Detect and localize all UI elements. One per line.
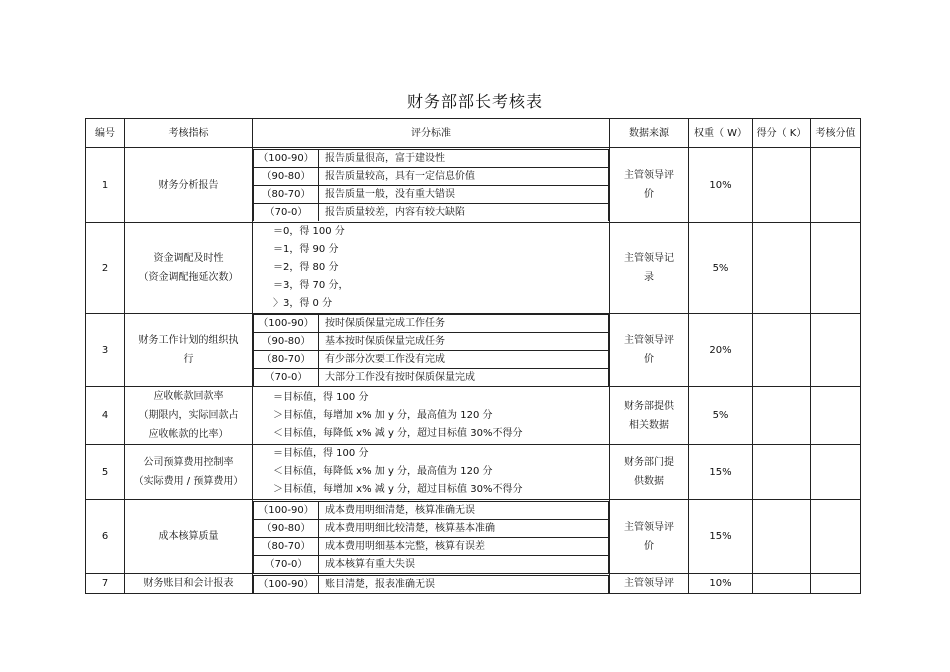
criteria-levels	[253, 501, 609, 573]
row-number: 3	[86, 314, 125, 387]
criteria-line: 〉3，得 0 分	[273, 298, 333, 309]
indicator-line: 财务分析报告	[158, 179, 219, 191]
score-cell[interactable]	[753, 223, 811, 314]
criteria-cell	[253, 500, 610, 574]
table-row	[86, 387, 861, 445]
header-score: 得分（ K）	[753, 119, 811, 148]
criteria-levels	[253, 314, 609, 386]
weight-cell: 15%	[689, 445, 753, 500]
indicator-cell	[125, 387, 253, 445]
score-cell[interactable]	[753, 148, 811, 223]
assessment-value-cell[interactable]	[811, 500, 861, 574]
criteria-text: 报告质量较高，具有一定信息价值	[319, 168, 609, 186]
criteria-text: 大部分工作没有按时保质保量完成	[319, 369, 609, 387]
score-range: （70-0）	[254, 369, 319, 387]
score-range: （80-70）	[254, 186, 319, 204]
weight-cell: 10%	[689, 574, 753, 594]
header-value: 考核分值	[811, 119, 861, 148]
criteria-text: 成本费用明细基本完整，核算有误差	[319, 537, 609, 555]
header-row	[86, 119, 861, 148]
indicator-line: （期限内，实际回款占	[138, 410, 239, 421]
data-source-line: 价	[644, 354, 654, 365]
criteria-text: 按时保质保量完成工作任务	[319, 315, 609, 333]
data-source-line: 主管领导评	[624, 521, 674, 533]
criteria-levels	[253, 149, 609, 221]
weight-cell: 5%	[689, 387, 753, 445]
criteria-level	[254, 575, 609, 593]
indicator-cell	[125, 574, 253, 594]
score-range: （90-80）	[254, 519, 319, 537]
data-source-cell	[610, 223, 689, 314]
data-source-cell	[610, 445, 689, 500]
criteria-text: 有少部分次要工作没有完成	[319, 351, 609, 369]
data-source-line: 供数据	[634, 476, 664, 487]
row-number: 1	[86, 148, 125, 223]
data-source-line: 价	[644, 189, 654, 200]
criteria-level	[254, 168, 609, 186]
score-range: （90-80）	[254, 168, 319, 186]
data-source-line: 财务部门提	[624, 457, 674, 468]
data-source-line: 财务部提供	[624, 400, 674, 412]
data-source-line: 相关数据	[629, 419, 669, 431]
score-range: （70-0）	[254, 204, 319, 222]
criteria-level	[254, 315, 609, 333]
criteria-levels	[253, 575, 609, 593]
assessment-value-cell[interactable]	[811, 574, 861, 594]
criteria-line: ＝0，得 100 分	[273, 226, 345, 237]
criteria-level	[254, 369, 609, 387]
criteria-level	[254, 555, 609, 573]
indicator-line: 公司预算费用控制率	[143, 457, 234, 468]
assessment-value-cell[interactable]	[811, 148, 861, 223]
header-source: 数据来源	[610, 119, 689, 148]
table-row	[86, 314, 861, 387]
row-number: 5	[86, 445, 125, 500]
data-source-cell	[610, 500, 689, 574]
data-source-cell	[610, 148, 689, 223]
criteria-line: ＝3，得 70 分，	[273, 280, 349, 291]
assessment-value-cell[interactable]	[811, 387, 861, 445]
criteria-line: ＜目标值，每降低 x% 减 y 分，超过目标值 30%不得分	[273, 427, 523, 439]
data-source-line: 主管领导评	[624, 335, 674, 346]
indicator-cell	[125, 223, 253, 314]
indicator-cell	[125, 314, 253, 387]
indicator-cell	[125, 148, 253, 223]
indicator-line: 应收帐款的比率）	[148, 429, 229, 440]
page-title: 财务部部长考核表	[406, 92, 543, 111]
table-row	[86, 223, 861, 314]
score-range: （80-70）	[254, 351, 319, 369]
criteria-cell	[253, 387, 610, 445]
assessment-value-cell[interactable]	[811, 223, 861, 314]
score-cell[interactable]	[753, 445, 811, 500]
data-source-line: 录	[644, 272, 654, 283]
criteria-cell	[253, 574, 610, 594]
data-source-cell	[610, 314, 689, 387]
table-row	[86, 574, 861, 594]
criteria-cell	[253, 223, 610, 314]
criteria-text: 报告质量一般，没有重大错误	[319, 186, 609, 204]
indicator-cell	[125, 500, 253, 574]
criteria-text: 账目清楚，报表准确无误	[319, 575, 609, 593]
criteria-level	[254, 186, 609, 204]
table-row	[86, 148, 861, 223]
weight-cell: 5%	[689, 223, 753, 314]
score-cell[interactable]	[753, 574, 811, 594]
indicator-cell	[125, 445, 253, 500]
indicator-line: （资金调配拖延次数）	[138, 272, 239, 283]
criteria-line: ＝1，得 90 分	[273, 244, 339, 255]
score-range: （100-90）	[254, 501, 319, 519]
criteria-line: ＝目标值，得 100 分	[273, 448, 369, 459]
score-range: （90-80）	[254, 333, 319, 351]
row-number: 2	[86, 223, 125, 314]
data-source-line: 价	[644, 540, 654, 552]
indicator-line: 资金调配及时性	[153, 253, 224, 264]
header-weight: 权重（ W）	[689, 119, 753, 148]
indicator-line: 财务账目和会计报表	[143, 578, 234, 589]
row-number: 4	[86, 387, 125, 445]
weight-cell: 20%	[689, 314, 753, 387]
assessment-value-cell[interactable]	[811, 314, 861, 387]
data-source-cell	[610, 574, 689, 594]
indicator-line: 应收帐款回款率	[153, 391, 224, 402]
score-range: （80-70）	[254, 537, 319, 555]
criteria-text: 成本核算有重大失误	[319, 555, 609, 573]
criteria-line: ＝目标值，得 100 分	[273, 391, 369, 403]
criteria-level	[254, 501, 609, 519]
assessment-value-cell[interactable]	[811, 445, 861, 500]
header-no: 编号	[86, 119, 125, 148]
table-row	[86, 445, 861, 500]
data-source-line: 主管领导记	[624, 253, 674, 264]
criteria-line: ＝2，得 80 分	[273, 262, 339, 273]
score-range: （100-90）	[254, 575, 319, 593]
criteria-line: ＞目标值，每增加 x% 加 y 分，最高值为 120 分	[273, 409, 493, 421]
criteria-lines	[253, 389, 609, 443]
criteria-level	[254, 150, 609, 168]
indicator-line: 行	[183, 354, 194, 365]
criteria-level	[254, 519, 609, 537]
data-source-line: 主管领导评	[624, 578, 674, 589]
data-source-line: 主管领导评	[624, 170, 674, 181]
row-number: 6	[86, 500, 125, 574]
score-range: （70-0）	[254, 555, 319, 573]
criteria-level	[254, 351, 609, 369]
criteria-level	[254, 204, 609, 222]
assessment-table	[85, 118, 861, 594]
criteria-cell	[253, 148, 610, 223]
criteria-text: 报告质量很高，富于建设性	[319, 150, 609, 168]
score-range: （100-90）	[254, 150, 319, 168]
indicator-line: 成本核算质量	[158, 531, 219, 542]
criteria-lines	[253, 445, 609, 499]
criteria-line: ＜目标值，每降低 x% 加 y 分，最高值为 120 分	[273, 466, 493, 477]
data-source-cell	[610, 387, 689, 445]
score-range: （100-90）	[254, 315, 319, 333]
indicator-line: （实际费用 / 预算费用）	[133, 476, 244, 487]
score-cell[interactable]	[753, 314, 811, 387]
criteria-text: 基本按时保质保量完成任务	[319, 333, 609, 351]
indicator-line: 财务工作计划的组织执	[138, 335, 239, 346]
weight-cell: 15%	[689, 500, 753, 574]
criteria-text: 成本费用明细比较清楚，核算基本准确	[319, 519, 609, 537]
criteria-text: 报告质量较差，内容有较大缺陷	[319, 204, 609, 222]
weight-cell: 10%	[689, 148, 753, 223]
row-number: 7	[86, 574, 125, 594]
criteria-cell	[253, 314, 610, 387]
score-cell[interactable]	[753, 387, 811, 445]
score-cell[interactable]	[753, 500, 811, 574]
header-criteria: 评分标准	[253, 119, 610, 148]
criteria-line: ＞目标值，每增加 x% 减 y 分，超过目标值 30%不得分	[273, 484, 523, 495]
criteria-cell	[253, 445, 610, 500]
header-indicator: 考核指标	[125, 119, 253, 148]
criteria-text: 成本费用明细清楚，核算准确无误	[319, 501, 609, 519]
table-row	[86, 500, 861, 574]
criteria-level	[254, 537, 609, 555]
criteria-level	[254, 333, 609, 351]
criteria-lines	[253, 223, 609, 313]
